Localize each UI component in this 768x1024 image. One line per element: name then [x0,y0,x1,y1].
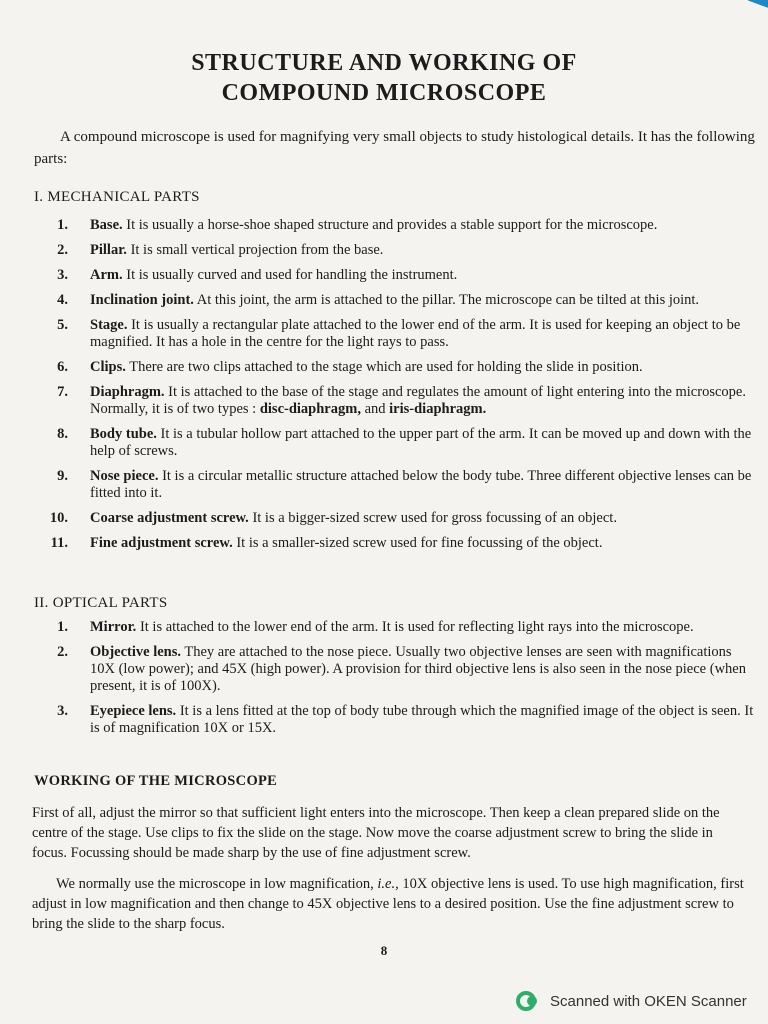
page-number: 8 [380,943,388,958]
optical-parts-heading: II. OPTICAL PARTS [34,595,168,611]
scanner-text: Scanned with OKEN Scanner [550,992,747,1010]
list-item: 11. Fine adjustment screw. It is a smaller-sized screw used for fine focussing of the object. [50,535,603,551]
list-item: 3. Arm. It is usually curved and used for handling the instrument. [57,267,458,283]
list-item: 2. Pillar. It is small vertical projection from the base. [57,242,384,258]
list-item: 7. Diaphragm. It is attached to the base of the stage and regulates the amount of light entering into the microscope. Normally, it is of two types : disc-diaphragm, and iris-diaphragm. [57,384,746,417]
optical-parts-list [34,619,756,745]
list-item: 8. Body tube. It is a tubular hollow part attached to the upper part of the arm. It can be moved up and down with the help of screws. [57,426,752,459]
title-line-1: STRUCTURE AND WORKING OF [191,50,577,76]
list-item: 4. Inclination joint. At this joint, the arm is attached to the pillar. The microscope can be tilted at this joint. [57,292,700,308]
list-item: 6. Clips. There are two clips attached to the stage which are used for holding the slide in position. [57,359,643,375]
list-item: 1. Base. It is usually a horse-shoe shaped structure and provides a stable support for the microscope. [57,217,658,233]
list-item: 5. Stage. It is usually a rectangular plate attached to the lower end of the arm. It is used for keeping an object to be magnified. It has a hole in the centre for the light rays to pass. [57,317,741,350]
working-paragraph-2: We normally use the microscope in low magnification, i.e., 10X objective lens is used. To use high magnification, first adjust in low magnification and then change to 45X objective lens to a desired position. Use the fine adjustment screw to bring the slide to the sharp focus. [32,876,744,932]
mechanical-parts-list [34,217,756,560]
scanner-watermark [516,989,747,1013]
working-heading: WORKING OF THE MICROSCOPE [34,773,278,789]
list-item: 3. Eyepiece lens. It is a lens fitted at the top of body tube through which the magnified image of the object is seen. It is of magnification 10X or 15X. [57,703,754,736]
list-item: 1. Mirror. It is attached to the lower end of the arm. It is used for reflecting light rays into the microscope. [57,619,694,635]
scanner-logo-icon [516,989,540,1013]
list-item: 10. Coarse adjustment screw. It is a bigger-sized screw used for gross focussing of an object. [49,510,617,526]
mechanical-parts-heading: I. MECHANICAL PARTS [34,189,200,205]
title-line-2: COMPOUND MICROSCOPE [221,80,547,106]
list-item: 9. Nose piece. It is a circular metallic structure attached below the body tube. Three different objective lenses can be fitted into it. [57,468,752,501]
corner-mark [748,0,768,12]
list-item: 2. Objective lens. They are attached to the nose piece. Usually two objective lenses are seen with magnifications 10X (low power); and 45X (high power). A provision for third objective lens is also seen in the nose piece (when present, it is of 100X). [57,644,746,694]
page-title [0,48,768,108]
working-paragraph-1: First of all, adjust the mirror so that sufficient light enters into the microscope. Then keep a clean prepared slide on the centre of the stage. Use clips to fix the slide on the stage. Now move the coarse adjustment screw to bring the slide in focus. Focussing should be made sharp by the use of fine adjustment screw. [32,805,720,861]
intro-paragraph: A compound microscope is used for magnifying very small objects to study histological details. It has the following parts: [34,129,755,167]
